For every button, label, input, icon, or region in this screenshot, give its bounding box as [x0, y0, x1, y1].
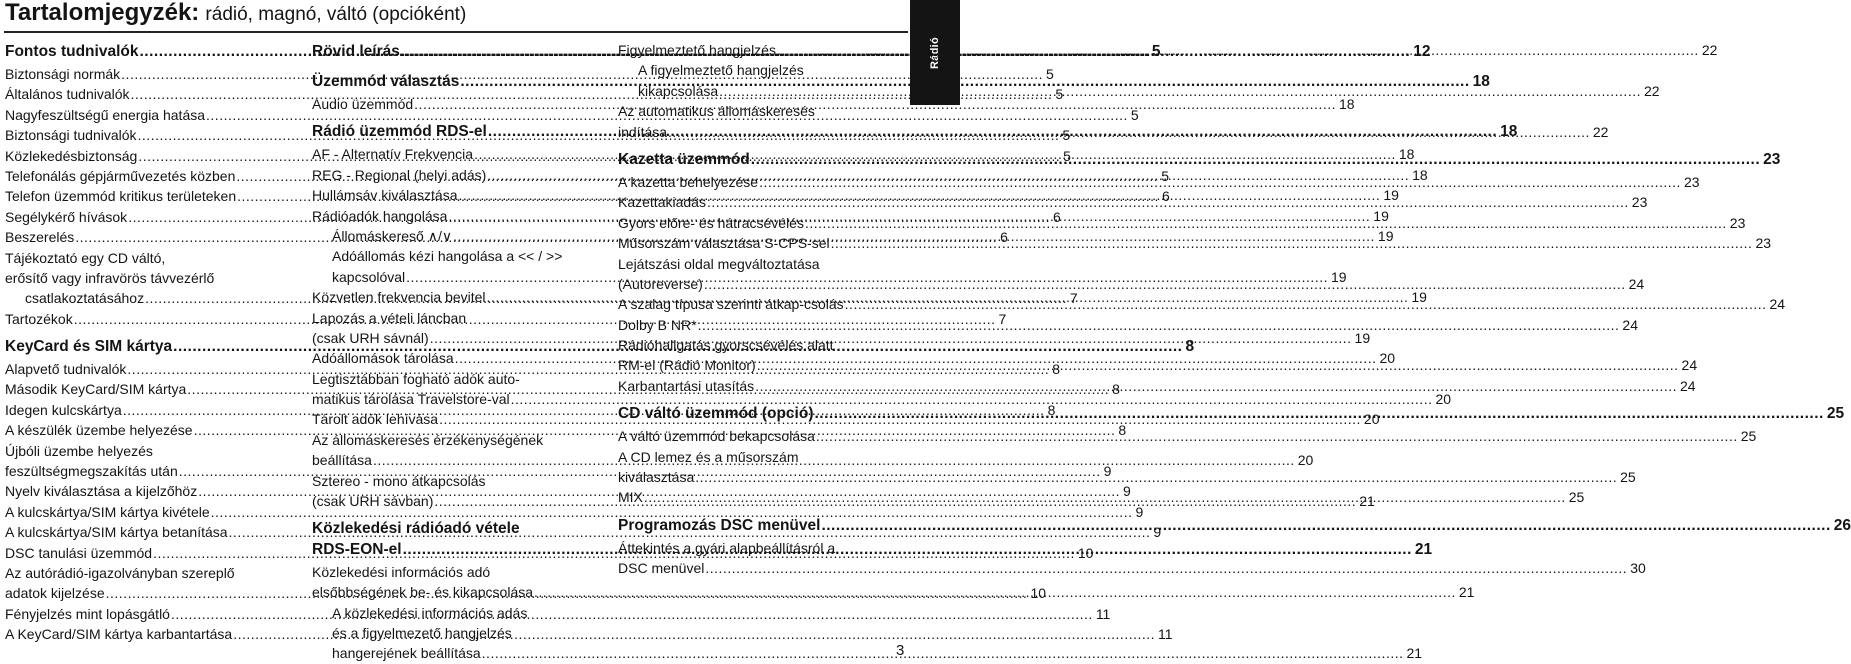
toc-entry-text: (Autoreverse) [618, 275, 703, 292]
toc-leader-dots [643, 487, 1566, 507]
toc-page-number: 21 [1414, 540, 1433, 558]
toc-entry [312, 246, 603, 266]
toc-entry-text: Karbantartási utasítás [618, 377, 755, 394]
toc-leader-dots [804, 213, 1727, 233]
toc-page-number: 7 [998, 310, 1007, 327]
toc-entry-text: Biztonsági normák [5, 66, 121, 82]
toc-page-number: 23 [1631, 194, 1648, 211]
toc-entry-text: RDS-EON-el [312, 540, 402, 558]
toc-leader-dots [170, 604, 1093, 624]
toc-entry [312, 308, 603, 328]
toc-entry-text: Segélykérő hívások [5, 208, 128, 225]
toc-page-number: 24 [1769, 296, 1786, 313]
toc-page-number: 20 [1379, 350, 1396, 367]
toc-page-number: 19 [1330, 268, 1347, 285]
toc-page-number: 23 [1729, 214, 1746, 231]
toc-entry-text: Az automatikus állomáskeresés [618, 103, 815, 120]
toc-page-number: 30 [1630, 560, 1646, 577]
toc-entry-text: Fontos tudnivalók [5, 43, 139, 60]
toc-entry [312, 430, 603, 450]
toc-entry-text: hangerejének beállítása [332, 645, 481, 662]
toc-entry-text: Rövid leírás [312, 43, 400, 60]
toc-entry [5, 248, 290, 268]
toc-entry-text: A kulcskártya/SIM kártya kivétele [5, 503, 210, 520]
toc-entry-text: Lapozás a vételi láncban [312, 309, 467, 326]
toc-entry-text: Telefon üzemmód kritikus területeken [5, 188, 237, 205]
toc-entry-text: Nagyfeszültségű energia hatása [5, 106, 206, 123]
toc-entry-text: Az állomáskeresés érzékenységének [312, 431, 544, 448]
toc-page-number: 9 [1123, 483, 1131, 500]
toc-entry-text: Gyors előre- és hátracsévélés [618, 214, 804, 231]
toc-leader-dots [776, 40, 1699, 60]
toc-entry-text: MIX [618, 489, 643, 506]
toc-leader-dots [533, 582, 1456, 602]
toc-entry-text: Az autórádió-igazolványban szereplő [5, 564, 235, 581]
toc-entry-text: Adóállomás kézi hangolása a << / >> [332, 248, 563, 265]
toc-entry-text: Idegen kulcskártya [5, 401, 122, 418]
toc-entry-text: Tárolt adók lehívása [312, 411, 439, 428]
toc-entry-text: Nyelv kiválasztása a kijelzőhöz [5, 483, 198, 500]
toc-leader-dots [697, 315, 1620, 335]
toc-page-number: 5 [1046, 66, 1054, 82]
toc-page-number: 19 [1373, 207, 1389, 224]
toc-page-number: 19 [1377, 227, 1394, 244]
toc-heading [312, 517, 603, 537]
toc-entry [312, 389, 1452, 409]
toc-entry-text: Fényjelzés mint lopásgátló [5, 605, 170, 622]
toc-entry-text: Rádió üzemmód RDS-el [312, 123, 487, 141]
toc-entry [312, 562, 603, 582]
toc-leader-dots [820, 514, 1830, 538]
toc-page-number: 18 [1412, 166, 1428, 183]
toc-page-number: 18 [1398, 146, 1415, 163]
toc-entry [312, 603, 603, 623]
toc-page-number: 9 [1153, 524, 1162, 541]
toc-entry-text: Áttekintés a gyári alapbeállításról a [618, 539, 836, 556]
toc-entry-text: Biztonsági tudnivalók [5, 127, 137, 144]
toc-entry-text: Állomáskereső ∧/∨ [332, 227, 453, 244]
page-number: 3 [896, 642, 905, 659]
toc-leader-dots [481, 643, 1404, 663]
toc-page-number: 24 [1628, 275, 1645, 292]
toc-leader-dots [703, 274, 1626, 294]
toc-leader-dots [718, 81, 1641, 101]
toc-entry-text: csatlakoztatásához [25, 290, 145, 307]
toc-entry-text: Újbóli üzembe helyezés [5, 442, 153, 459]
toc-leader-dots [750, 148, 1760, 172]
toc-entry-text: Üzemmód választás [312, 73, 460, 90]
toc-entry-text: Rádióadók hangolása [312, 207, 448, 224]
toc-page-number: 10 [1030, 585, 1047, 602]
toc-page-number: 24 [1680, 377, 1696, 394]
toc-entry-text: Második KeyCard/SIM kártya [5, 381, 187, 398]
toc-page-number: 25 [1620, 469, 1636, 486]
toc-entry-text: DSC menüvel [618, 560, 705, 577]
toc-page-number: 18 [1472, 73, 1490, 90]
toc-page-number: 11 [1158, 626, 1173, 643]
toc-entry-text: Adóállomások tárolása [312, 350, 454, 367]
toc-page-number: 19 [1411, 289, 1427, 306]
toc-entry-text: Kazetta üzemmód [618, 150, 750, 168]
toc-page-number: 20 [1435, 391, 1452, 408]
toc-entry-text: matikus tárolása Travelstore-val [312, 391, 510, 408]
toc-page-number: 5 [1055, 86, 1064, 103]
toc-entry-text: és a figyelmezető hangjelzés [332, 624, 512, 641]
toc-entry-text: Hullámsáv kiválasztása [312, 187, 458, 204]
toc-page-number: 22 [1592, 123, 1609, 140]
toc-page-number: 26 [1833, 516, 1851, 534]
toc-page-number: 5 [1151, 43, 1161, 60]
toc-entry-text: indítása [618, 123, 668, 140]
toc-page-number: 12 [1413, 43, 1431, 60]
toc-entry-text: Közvetlen frekvencia bevitel [312, 289, 486, 306]
toc-entry-text: Dolby B NR* [618, 316, 697, 333]
toc-entry [5, 502, 1144, 522]
toc-entry-text: Tartozékok [5, 310, 73, 327]
toc-entry-text: Alapvető tudnivalók [5, 361, 127, 378]
toc-entry-text: A közlekedési információs adás [332, 604, 528, 621]
toc-page-number: 8 [1118, 422, 1127, 439]
toc-page-number: 25 [1740, 428, 1757, 445]
toc-entry-text: kapcsolóval [332, 268, 406, 285]
toc-entry-text: Műsorszám választása S-CPS-sel [618, 235, 830, 252]
toc-page-number: 10 [1077, 544, 1094, 561]
toc-entry-text: kiválasztása [618, 469, 695, 486]
toc-leader-dots [706, 192, 1629, 212]
toc-entry-text: KeyCard és SIM kártya [5, 338, 173, 356]
toc-page-number: 7 [1069, 290, 1078, 307]
toc-page-number: 5 [1161, 167, 1169, 184]
toc-page-number: 8 [1185, 338, 1195, 356]
toc-leader-dots [754, 376, 1677, 396]
toc-entry [312, 369, 603, 389]
toc-leader-dots [830, 233, 1753, 253]
toc-page-number: 23 [1683, 173, 1700, 190]
toc-entry [312, 471, 603, 491]
title-subtitle: rádió, magnó, váltó (opcióként) [205, 4, 467, 25]
toc-entry-text: beállítása [312, 452, 372, 469]
toc-entry [5, 563, 290, 583]
toc-entry-text: Közlekedési rádióadó vétele [312, 520, 520, 538]
toc-entry [618, 315, 1638, 335]
toc-entry [618, 376, 1696, 396]
toc-page-number: 6 [1161, 188, 1170, 205]
title-rule [4, 31, 908, 33]
toc-entry [5, 441, 290, 461]
toc-entry-text: erősítő vagy infravörös távvezérlő [5, 269, 215, 286]
toc-entry-text: Audio üzemmód [312, 96, 414, 112]
toc-page-number: 24 [1622, 316, 1638, 333]
toc-page-number: 23 [1763, 150, 1781, 168]
toc-page-number: 8 [1112, 381, 1120, 398]
toc-entry-text: A készülék üzembe helyezése [5, 422, 193, 439]
toc-entry [618, 60, 906, 80]
toc-entry [618, 558, 1646, 578]
toc-leader-dots [815, 426, 1738, 446]
toc-entry-text: (csak URH sávnál) [312, 329, 429, 346]
toc-entry [618, 254, 906, 274]
toc-page-number: 8 [1047, 401, 1056, 418]
toc-entry-text: Programozás DSC menüvel [618, 516, 821, 534]
toc-page-number: 20 [1297, 452, 1314, 469]
toc-entry [618, 335, 906, 355]
toc-page-number: 21 [1458, 584, 1475, 601]
toc-entry-text: A figyelmeztető hangjelzés [638, 62, 804, 79]
toc-entry-text: A kazetta behelyezése [618, 173, 759, 190]
toc-entry-text: RM-el (Rádió Monitor) [618, 357, 756, 374]
toc-page-number: 25 [1568, 489, 1585, 506]
toc-entry [618, 467, 1636, 487]
toc-entry-text: Lejátszási oldal megváltoztatása [618, 255, 820, 272]
toc-leader-dots [667, 122, 1590, 142]
toc-entry-text: CD váltó üzemmód (opció) [618, 405, 814, 423]
toc-entry-text: (csak URH sávban) [312, 493, 434, 510]
toc-page-number: 8 [1052, 361, 1061, 378]
toc-page-number: 6 [1053, 208, 1061, 225]
toc-entry-text: A váltó üzemmód bekapcsolása [618, 428, 815, 445]
toc-leader-dots [844, 294, 1767, 314]
toc-entry-text: A CD lemez és a műsorszám [618, 448, 799, 465]
toc-entry-text: Általános tudnivalók [5, 86, 130, 103]
toc-entry [5, 268, 290, 288]
toc-entry-text: A KeyCard/SIM kártya karbantartása [5, 626, 233, 643]
toc-page-number: 22 [1643, 82, 1660, 99]
toc-entry-text: AF - Alternatív Frekvencia [312, 146, 474, 163]
toc-leader-dots [756, 355, 1679, 375]
toc-entry-text: Kazettakiadás [618, 194, 706, 211]
toc-entry-text: kikapcsolása [638, 82, 719, 99]
toc-page-number: 24 [1681, 357, 1698, 374]
toc-entry [618, 426, 1757, 446]
toc-page-number: 11 [1095, 605, 1111, 622]
toc-entry [618, 101, 906, 121]
toc-entry-text: Tájékoztató egy CD váltó, [5, 249, 166, 266]
toc-entry-text: feszültségmegszakítás után [5, 463, 178, 480]
toc-entry-text: Beszerelés [5, 229, 75, 246]
toc-page-number: 19 [1383, 187, 1399, 204]
toc-page-number: 23 [1755, 235, 1772, 252]
toc-page-number: 18 [1339, 96, 1355, 112]
toc-entry-text: Figyelmeztető hangjelzés [618, 42, 776, 58]
toc-entry-text: Telefonálás gépjárművezetés közben [5, 167, 236, 184]
toc-entry [618, 538, 906, 558]
section-tab-label: Rádió [929, 36, 941, 69]
toc-page-number: 5 [1062, 127, 1071, 144]
title-main: Tartalomjegyzék: [5, 0, 200, 26]
toc-entry-text: A kulcskártya/SIM kártya betanítása [5, 524, 228, 541]
toc-leader-dots [758, 172, 1681, 192]
toc-page-number: 25 [1826, 405, 1845, 423]
toc-page-number: 9 [1135, 503, 1144, 520]
toc-entry-text: Közlekedésbiztonság [5, 147, 138, 164]
toc-entry-text: REG - Regional (helyi adás) [312, 166, 487, 183]
toc-entry [312, 643, 1423, 663]
toc-page-number: 21 [1406, 645, 1423, 662]
toc-leader-dots [694, 467, 1617, 487]
toc-page-number: 20 [1363, 411, 1380, 428]
toc-entry-text: Legtisztábban fogható adók auto- [312, 370, 520, 387]
toc-page-number: 19 [1354, 329, 1371, 346]
toc-page-number: 5 [1063, 147, 1071, 164]
toc-page-number: 6 [1000, 229, 1008, 246]
page-title [5, 0, 466, 27]
toc-leader-dots [704, 558, 1627, 578]
toc-entry-text: adatok kijelzése [5, 585, 105, 602]
toc-page-number: 9 [1103, 463, 1112, 480]
toc-page-number: 5 [1130, 106, 1139, 123]
toc-leader-dots [813, 402, 1823, 426]
toc-entry-text: A szalag típusa szerinti átkap-csolás [618, 296, 844, 313]
toc-page-number: 18 [1500, 123, 1518, 141]
toc-page-number: 21 [1359, 493, 1375, 510]
toc-entry [312, 623, 603, 643]
toc-entry-text: DSC tanulási üzemmód [5, 544, 153, 561]
toc-heading [618, 514, 1851, 538]
toc-entry-text: elsőbbségének be- és kikapcsolása [312, 584, 534, 601]
toc-entry-text: Sztereo - mono átkapcsolás [312, 472, 486, 489]
toc-page-number: 22 [1701, 42, 1718, 58]
toc-entry [618, 447, 906, 467]
toc-entry-text: Rádióhallgatás gyorscsévélés alatt [618, 337, 834, 354]
toc-entry-text: Közlekedési információs adó [312, 563, 491, 580]
